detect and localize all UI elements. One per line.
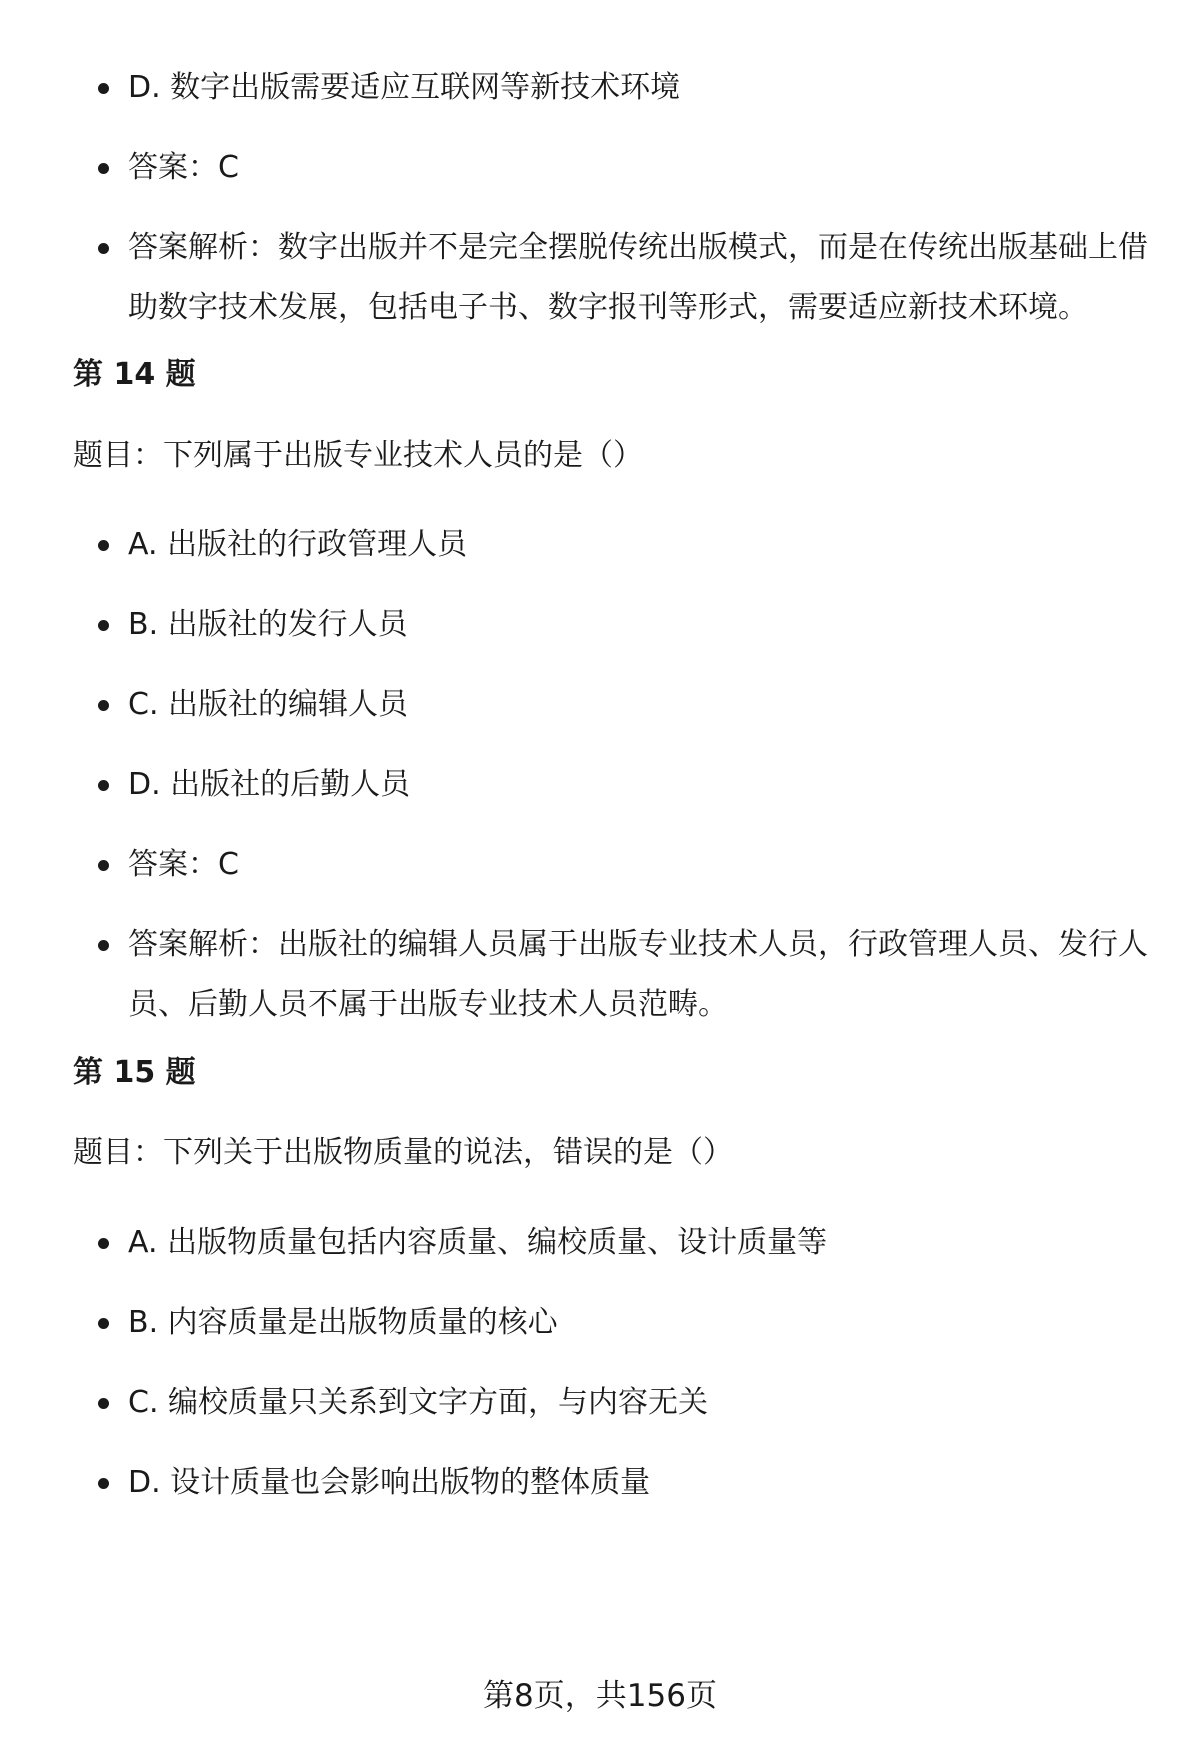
q14-option-d: D. 出版社的后勤人员	[128, 755, 1148, 815]
q14-answer: 答案：C	[128, 835, 1148, 895]
q13-explanation: 答案解析：数字出版并不是完全摆脱传统出版模式，而是在传统出版基础上借助数字技术发展，包括电子书、数字报刊等形式，需要适应新技术环境。	[128, 218, 1148, 338]
page-number-footer: 第8页，共156页	[483, 1678, 717, 1714]
q14-heading: 第 14 题	[73, 357, 196, 392]
q14-prompt: 题目：下列属于出版专业技术人员的是（）	[73, 438, 643, 473]
q15-option-d: D. 设计质量也会影响出版物的整体质量	[128, 1453, 1148, 1513]
q14-option-c: C. 出版社的编辑人员	[128, 675, 1148, 735]
q14-explanation: 答案解析：出版社的编辑人员属于出版专业技术人员，行政管理人员、发行人员、后勤人员不属于出版专业技术人员范畴。	[128, 915, 1148, 1035]
q15-prompt: 题目：下列关于出版物质量的说法，错误的是（）	[73, 1135, 733, 1170]
q14-option-b: B. 出版社的发行人员	[128, 595, 1148, 655]
q15-option-b: B. 内容质量是出版物质量的核心	[128, 1293, 1148, 1353]
q14-option-a: A. 出版社的行政管理人员	[128, 515, 1148, 575]
q13-option-d: D. 数字出版需要适应互联网等新技术环境	[128, 58, 1148, 118]
q15-heading: 第 15 题	[73, 1055, 196, 1090]
q13-answer: 答案：C	[128, 138, 1148, 198]
q15-option-a: A. 出版物质量包括内容质量、编校质量、设计质量等	[128, 1213, 1148, 1273]
q15-option-c: C. 编校质量只关系到文字方面，与内容无关	[128, 1373, 1148, 1433]
